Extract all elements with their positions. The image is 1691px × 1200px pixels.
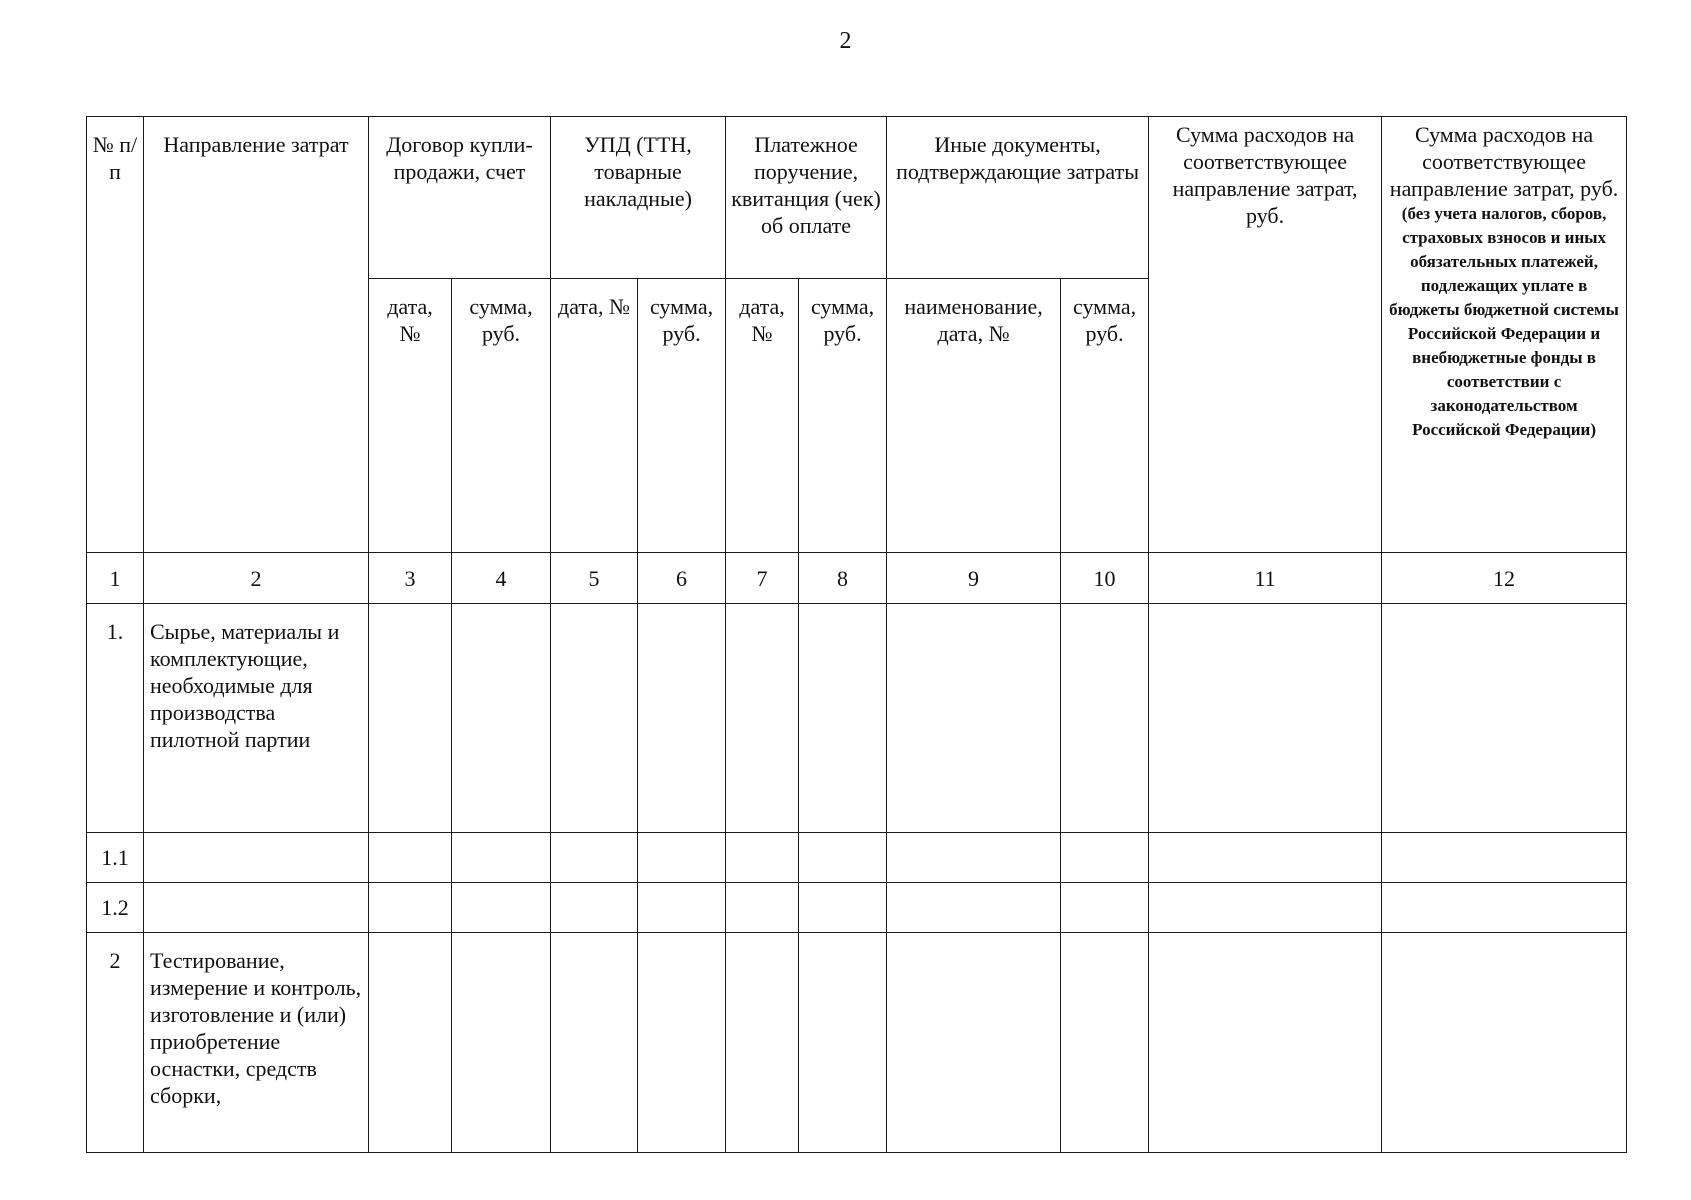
table-cell (799, 933, 887, 1153)
subheader-other-name: наименование, дата, № (887, 279, 1061, 553)
table-cell (452, 833, 551, 883)
header-sum-net-title: Сумма расходов на соответствующее направление затрат, руб. (1389, 122, 1619, 201)
header-direction: Направление затрат (144, 117, 369, 553)
table-cell (369, 833, 452, 883)
table-cell (638, 833, 726, 883)
header-upd: УПД (ТТН, товарные накладные) (551, 117, 726, 279)
header-contract: Договор купли-продажи, счет (369, 117, 551, 279)
table-cell (638, 883, 726, 933)
table-cell (726, 833, 799, 883)
table-cell (1149, 883, 1382, 933)
column-number: 1 (87, 553, 144, 604)
row-num: 2 (87, 933, 144, 1153)
header-row (87, 117, 1627, 279)
header-other-docs: Иные документы, подтверждающие затраты (887, 117, 1149, 279)
table-cell (452, 933, 551, 1153)
header-sum-net (1382, 117, 1627, 553)
table-cell (1382, 604, 1627, 833)
table-cell (1382, 833, 1627, 883)
subheader-upd-sum: сумма, руб. (638, 279, 726, 553)
subheader-contract-date: дата, № (369, 279, 452, 553)
row-direction: Тестирование, измерение и контроль, изготовление и (или) приобретение оснастки, средств сборки, (144, 933, 369, 1153)
table-cell (1061, 933, 1149, 1153)
table-row (87, 933, 1627, 1153)
table-cell (799, 883, 887, 933)
table-cell (638, 604, 726, 833)
table-cell (1149, 604, 1382, 833)
table-cell (1061, 883, 1149, 933)
table-cell (551, 933, 638, 1153)
column-number: 3 (369, 553, 452, 604)
table-cell (887, 933, 1061, 1153)
table-cell (799, 833, 887, 883)
subheader-contract-sum: сумма, руб. (452, 279, 551, 553)
table-row (87, 833, 1627, 883)
table-cell (551, 883, 638, 933)
subheader-payment-sum: сумма, руб. (799, 279, 887, 553)
column-numbers-row (87, 553, 1627, 604)
table-cell (887, 883, 1061, 933)
row-num: 1. (87, 604, 144, 833)
table-cell (1382, 883, 1627, 933)
table-cell (369, 604, 452, 833)
subheader-upd-date: дата, № (551, 279, 638, 553)
row-direction: Сырье, материалы и комплектующие, необходимые для производства пилотной партии (144, 604, 369, 833)
column-number: 11 (1149, 553, 1382, 604)
table-cell (1149, 833, 1382, 883)
row-direction (144, 833, 369, 883)
table-cell (726, 883, 799, 933)
header-payment: Платежное поручение, квитанция (чек) об оплате (726, 117, 887, 279)
table-cell (638, 933, 726, 1153)
table-cell (1061, 604, 1149, 833)
header-sum-total: Сумма расходов на соответствующее направление затрат, руб. (1149, 117, 1382, 553)
row-num: 1.1 (87, 833, 144, 883)
column-number: 5 (551, 553, 638, 604)
table-cell (1061, 833, 1149, 883)
column-number: 9 (887, 553, 1061, 604)
column-number: 10 (1061, 553, 1149, 604)
table-cell (887, 833, 1061, 883)
column-number: 4 (452, 553, 551, 604)
header-num: № п/п (87, 117, 144, 553)
column-number: 2 (144, 553, 369, 604)
header-sum-net-note: (без учета налогов, сборов, страховых взносов и иных обязательных платежей, подлежащих уплате в бюджеты бюджетной системы Российской Федерации и внебюджетные фонды в соответствии с законодательством Российской Федерации) (1389, 204, 1619, 439)
row-num: 1.2 (87, 883, 144, 933)
table-cell (369, 883, 452, 933)
table-row (87, 883, 1627, 933)
table-cell (726, 604, 799, 833)
table-cell (1149, 933, 1382, 1153)
subheader-other-sum: сумма, руб. (1061, 279, 1149, 553)
column-number: 6 (638, 553, 726, 604)
table-cell (369, 933, 452, 1153)
table-cell (551, 833, 638, 883)
column-number: 7 (726, 553, 799, 604)
table-cell (551, 604, 638, 833)
column-number: 12 (1382, 553, 1627, 604)
table-cell (726, 933, 799, 1153)
table-row (87, 604, 1627, 833)
table-cell (452, 883, 551, 933)
table-cell (1382, 933, 1627, 1153)
page-number: 2 (839, 28, 852, 54)
subheader-payment-date: дата, № (726, 279, 799, 553)
expense-table (86, 116, 1627, 1153)
row-direction (144, 883, 369, 933)
table-cell (887, 604, 1061, 833)
table-cell (452, 604, 551, 833)
table-cell (799, 604, 887, 833)
column-number: 8 (799, 553, 887, 604)
